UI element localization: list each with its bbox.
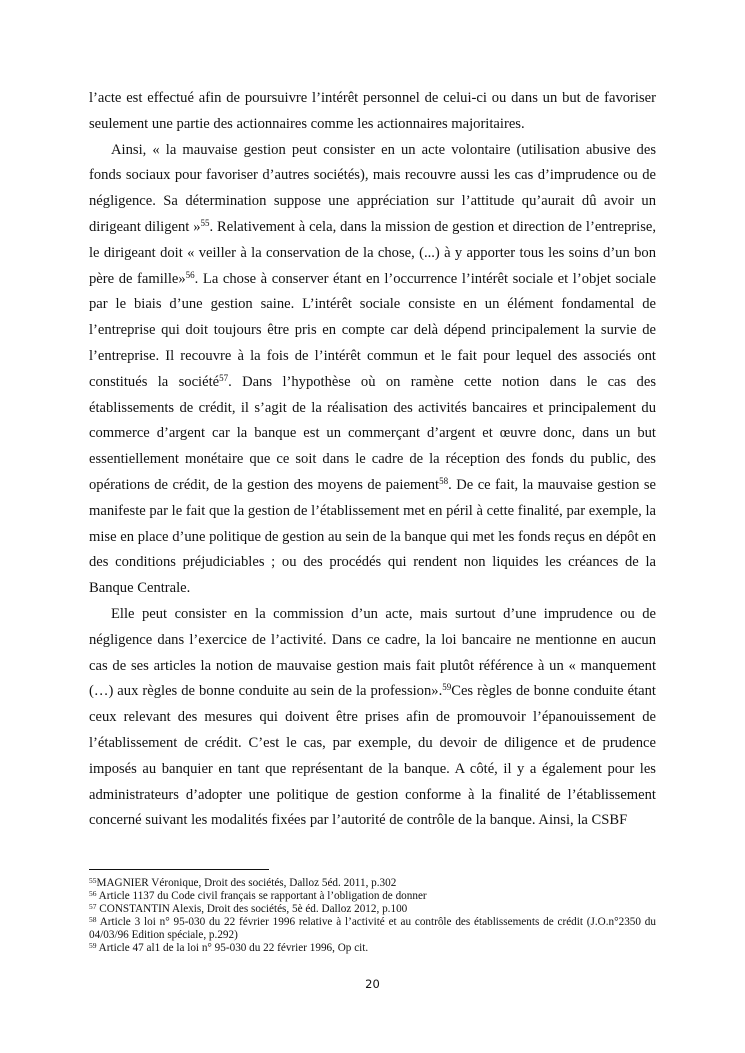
footnote-55: $^{55}$MAGNIER Véronique, Droit des sociétés, Dalloz 5éd. 2011, p.302 [89, 876, 397, 889]
paragraph-2: Ainsi, « la mauvaise gestion peut consister en un acte volontaire (utilisation abusive des fonds sociaux pour favoriser d’autres sociétés), mais recouvre aussi les cas d’imprudence ou de négligence. Sa détermination suppose une appréciation sur l’attitude qu’aurait dû avoir un dirigeant diligent »$^{55}$. Relativement à cela, dans la mission de gestion et direction de l’entreprise, le dirigeant doit « veiller à la conservation de la chose, (...) à y apporter tous les soins d’un bon père de famille»$^{56}$. La chose à conserver étant en l’occurrence l’intérêt sociale et l’objet sociale par le biais d’une gestion saine. L’intérêt sociale consiste en un élément fondamental de l’entreprise qui doit toujours être pris en compte car delà dépend principalement la survie de l’entreprise. Il recouvre à la fois de l’intérêt commun et le fait pour lequel des associés ont constitués la société$^{57}$. Dans l’hypothèse où on ramène cette notion dans le cas des établissements de crédit, il s’agit de la réalisation des activités bancaires et principalement du commerce d’argent car la banque est un commerçant d’argent et œuvre donc, dans un but essentiellement monétaire que ce soit dans le cadre de la réception des fonds du public, des opérations de crédit, de la gestion des moyens de paiement$^{58}$. De ce fait, la mauvaise gestion se manifeste par le fait que la gestion de l’établissement met en péril à cette finalité, par exemple, la mise en place d’une politique de gestion au sein de la banque qui met les fonds reçus en dépôt en des conditions préjudiciables ; ou des procédés qui rendent non liquides les créances de la Banque Centrale. [89, 141, 657, 597]
paragraph-1: l’acte est effectué afin de poursuivre l’intérêt personnel de celui-ci ou dans un but de favoriser seulement une partie des actionnaires comme les actionnaires majoritaires. [89, 90, 656, 132]
footnote-58: $^{58}$ Article 3 loi n° 95-030 du 22 février 1996 relative à l’activité et au contrôle des établissements de crédit (J.O.n°2350 du 04/03/96 Edition spéciale, p.292) [89, 915, 656, 941]
footnote-ref-59: 59 [442, 682, 452, 693]
footnote-ref-55: 55 [200, 217, 210, 228]
footnote-ref-57: 57 [219, 372, 229, 383]
paragraph-3: Elle peut consister en la commission d’un acte, mais surtout d’une imprudence ou de négligence dans l’exercice de l’activité. Dans ce cadre, la loi bancaire ne mentionne en aucun cas de ses articles la notion de mauvaise gestion mais fait plutôt référence à un « manquement (…) aux règles de bonne conduite au sein de la profession».$^{59}$Ces règles de bonne conduite étant ceux relevant des mesures qui doivent être prises afin de promouvoir l’épanouissement de l’établissement de crédit. C’est le cas, par exemple, du devoir de diligence et de prudence imposés au banquier en tant que représentant de la banque. A côté, il y a également pour les administrateurs d’adopter une politique de gestion conforme à la finalité de l’établissement concerné suivant les modalités fixées par l’autorité de contrôle de la banque. Ainsi, la CSBF [89, 605, 656, 829]
page-number: 20 [365, 977, 380, 991]
footnote-ref-58: 58 [439, 475, 449, 486]
footnote-59: $^{59}$ Article 47 al1 de la loi n° 95-030 du 22 février 1996, Op cit. [89, 941, 369, 954]
footnote-57: $^{57}$ CONSTANTIN Alexis, Droit des sociétés, 5è éd. Dalloz 2012, p.100 [89, 902, 408, 915]
footnote-ref-56: 56 [185, 269, 195, 280]
body-text [89, 86, 656, 834]
footnote-56: $^{56}$ Article 1137 du Code civil français se rapportant à l’obligation de donner [89, 889, 427, 902]
footnote-separator [89, 869, 269, 870]
footnotes [89, 877, 656, 955]
